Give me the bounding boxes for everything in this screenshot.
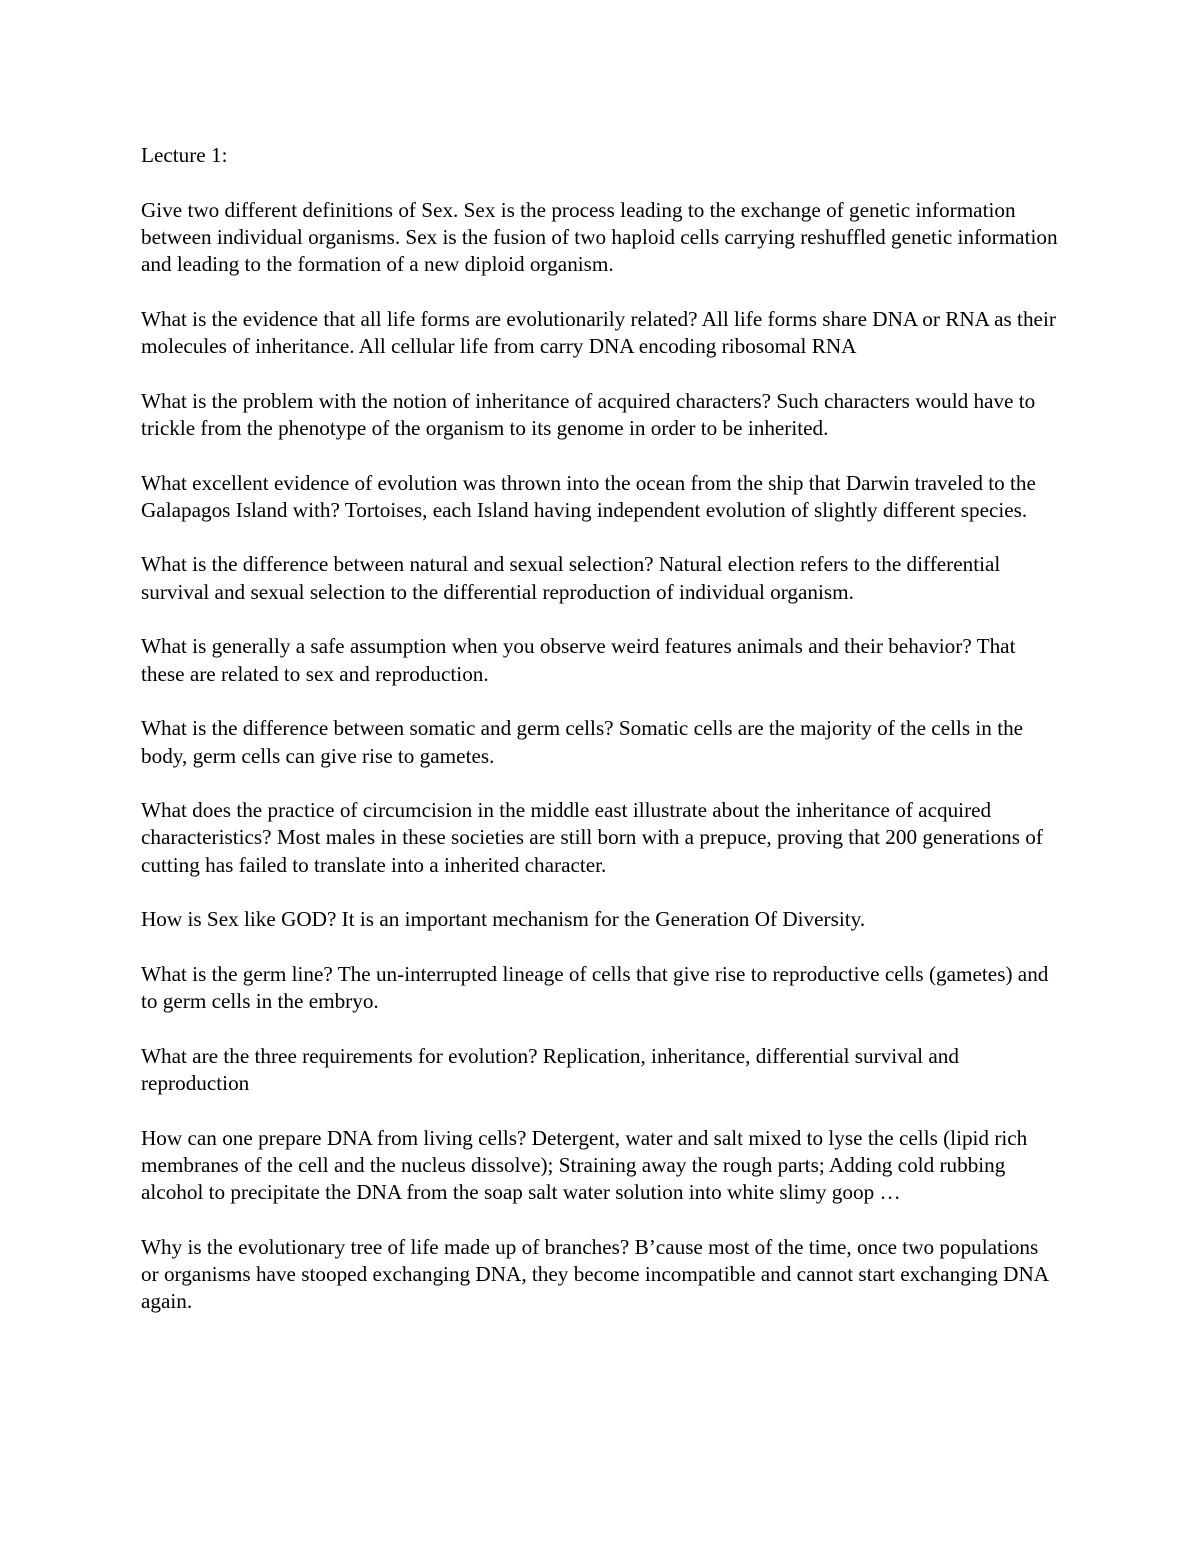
document-body xyxy=(141,142,1061,1343)
qa-paragraph-sex-definitions: Give two different definitions of Sex. Sex is the process leading to the exchange of genetic information between individual organisms. Sex is the fusion of two haploid cells carrying reshuffled genetic information and leading to the formation of a new diploid organism. xyxy=(141,197,1058,277)
qa-paragraph-acquired-characters: What is the problem with the notion of inheritance of acquired characters? Such characters would have to trickle from the phenotype of the organism to its genome in order to be inherited. xyxy=(141,388,1036,440)
qa-paragraph-darwin-tortoises: What excellent evidence of evolution was thrown into the ocean from the ship that Darwin traveled to the Galapagos Island with? Tortoises, each Island having independent evolution of slightly different species. xyxy=(141,470,1036,522)
qa-paragraph-evolution-requirements: What are the three requirements for evolution? Replication, inheritance, differential survival and reproduction xyxy=(141,1043,959,1096)
qa-paragraph-germ-line: What is the germ line? The un-interrupted lineage of cells that give rise to reproductive cells (gametes) and to germ cells in the embryo. xyxy=(141,961,1049,1014)
qa-paragraph-weird-features: What is generally a safe assumption when you observe weird features animals and their behavior? That these are related to sex and reproduction. xyxy=(141,634,1016,686)
qa-paragraph-evolutionary-evidence: What is the evidence that all life forms are evolutionarily related? All life forms share DNA or RNA as their molecules of inheritance. All cellular life from carry DNA encoding ribosomal RNA xyxy=(141,306,1056,359)
qa-paragraph-dna-preparation: How can one prepare DNA from living cells? Detergent, water and salt mixed to lyse the cells (lipid rich membranes of the cell and the nucleus dissolve); Straining away the rough parts; Adding cold rubbing alcohol to precipitate the DNA from the soap salt water solution into white slimy goop … xyxy=(141,1125,1028,1205)
qa-paragraph-sex-like-god: How is Sex like GOD? It is an important mechanism for the Generation Of Diversity. xyxy=(141,907,866,932)
qa-paragraph-tree-of-life: Why is the evolutionary tree of life made up of branches? B’cause most of the time, once two populations or organisms have stooped exchanging DNA, they become incompatible and cannot start exchanging DNA again. xyxy=(141,1234,1048,1314)
qa-paragraph-natural-vs-sexual-selection: What is the difference between natural and sexual selection? Natural election refers to the differential survival and sexual selection to the differential reproduction of individual organism. xyxy=(141,552,1001,604)
qa-paragraph-circumcision: What does the practice of circumcision in the middle east illustrate about the inheritance of acquired characteristics? Most males in these societies are still born with a prepuce, proving that 200 generations of cutting has failed to translate into a inherited character. xyxy=(141,798,1043,877)
lecture-title: Lecture 1: xyxy=(141,143,228,167)
qa-paragraph-somatic-vs-germ-cells: What is the difference between somatic and germ cells? Somatic cells are the majority of the cells in the body, germ cells can give rise to gametes. xyxy=(141,716,1024,768)
